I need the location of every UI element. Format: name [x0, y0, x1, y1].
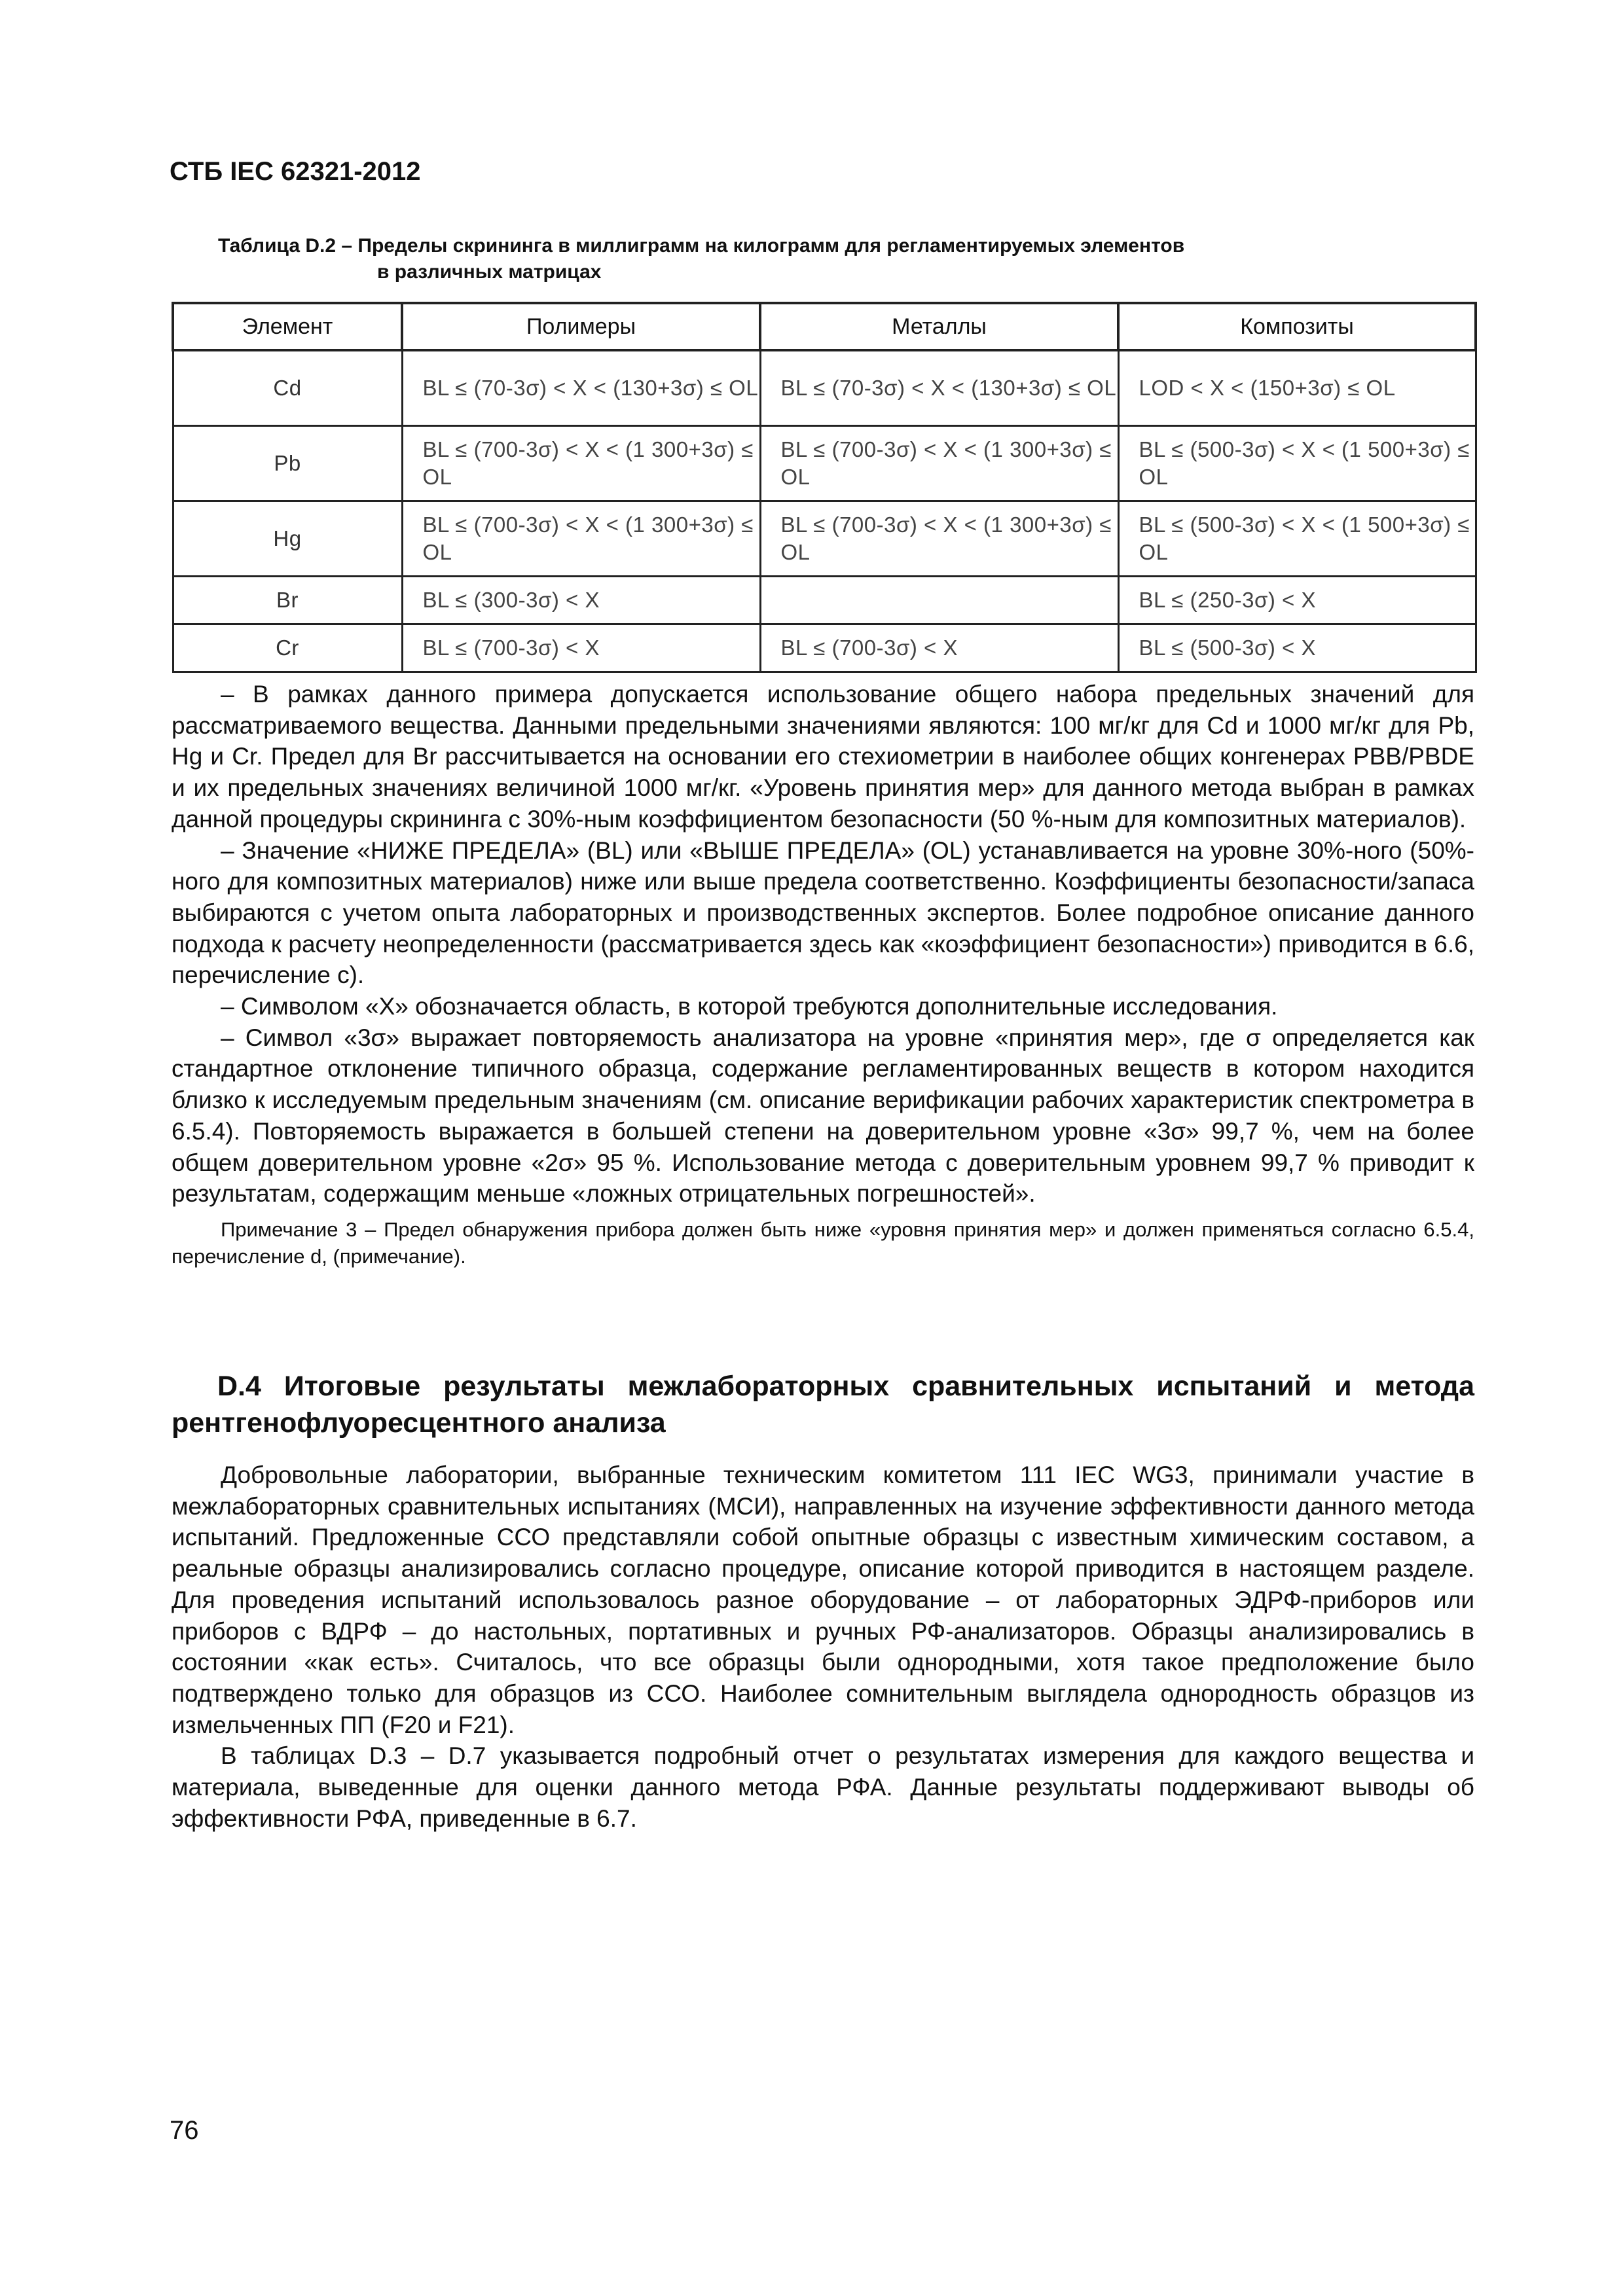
cell-metals: BL ≤ (700-3σ) < X < (1 300+3σ) ≤ OL	[760, 426, 1118, 501]
cell-polymers: BL ≤ (700-3σ) < X < (1 300+3σ) ≤ OL	[402, 426, 760, 501]
section-body	[172, 1460, 1474, 1834]
body-paragraph: Добровольные лаборатории, выбранные техническим комитетом 111 IEC WG3, принимали участие в межлабораторных сравнительных испытаниях (МСИ), направленных на изучение эффективности данного метода испытаний. Предложенные ССО представляли собой опытные образцы с известным химическим составом, а реальные образцы анализировались согласно процедуре, описание которой приводится в настоящем разделе. Для проведения испытаний использовалось разное оборудование – от лабораторных ЭДРФ-приборов или приборов с ВДРФ – до настольных, портативных и ручных РФ-анализаторов. Образцы анализировались в состоянии «как есть». Считалось, что все образцы были однородными, хотя такое предположение было подтверждено только для образцов из ССО. Наиболее сомнительным выглядела однородность образцов из измельченных ПП (F20 и F21).	[172, 1462, 1474, 1738]
cell-metals: BL ≤ (70-3σ) < X < (130+3σ) ≤ OL	[760, 350, 1118, 426]
cell-composites: BL ≤ (250-3σ) < X	[1118, 577, 1476, 624]
column-header-polymers: Полимеры	[402, 303, 760, 350]
table-caption-line1: Таблица D.2 – Пределы скрининга в миллиграмм на килограмм для регламентируемых элементов	[218, 235, 1185, 257]
column-header-metals: Металлы	[760, 303, 1118, 350]
table-row	[173, 624, 1476, 672]
column-header-composites: Композиты	[1118, 303, 1476, 350]
cell-element: Cd	[173, 350, 402, 426]
cell-element: Cr	[173, 624, 402, 672]
screening-limits-table	[172, 302, 1477, 673]
body-paragraph: В таблицах D.3 – D.7 указывается подробный отчет о результатах измерения для каждого вещества и материала, выведенные для оценки данного метода РФА. Данные результаты поддерживают выводы об эффективности РФА, приведенные в 6.7.	[172, 1742, 1474, 1832]
cell-metals: BL ≤ (700-3σ) < X	[760, 624, 1118, 672]
document-header: СТБ IEC 62321-2012	[170, 157, 421, 186]
cell-element: Pb	[173, 426, 402, 501]
page-number: 76	[170, 2116, 199, 2145]
cell-polymers: BL ≤ (700-3σ) < X < (1 300+3σ) ≤ OL	[402, 501, 760, 577]
note-paragraph: – Символом «X» обозначается область, в которой требуются дополнительные исследования.	[221, 993, 1278, 1020]
table-caption-line2: в различных матрицах	[377, 261, 602, 283]
note-paragraph: – Символ «3σ» выражает повторяемость анализатора на уровне «принятия мер», где σ определяется как стандартное отклонение типичного образца, содержание регламентированных веществ в котором находится близко к исследуемым предельным значениям (см. описание верификации рабочих характеристик спектрометра в 6.5.4). Повторяемость выражается в большей степени на доверительном уровне «3σ» 99,7 %, чем на более общем доверительном уровне «2σ» 95 %. Использование метода с доверительным уровнем 99,7 % приводит к результатам, содержащим меньше «ложных отрицательных погрешностей».	[172, 1024, 1474, 1208]
column-header-element: Элемент	[173, 303, 402, 350]
cell-polymers: BL ≤ (700-3σ) < X	[402, 624, 760, 672]
cell-polymers: BL ≤ (300-3σ) < X	[402, 577, 760, 624]
table-caption	[218, 233, 1449, 285]
cell-composites: BL ≤ (500-3σ) < X < (1 500+3σ) ≤ OL	[1118, 426, 1476, 501]
table-header-row	[173, 303, 1476, 350]
note-3: Примечание 3 – Предел обнаружения прибора должен быть ниже «уровня принятия мер» и должен применяться согласно 6.5.4, перечисление d, (примечание).	[172, 1217, 1474, 1268]
section-heading	[172, 1368, 1474, 1441]
table-row	[173, 426, 1476, 501]
cell-polymers: BL ≤ (70-3σ) < X < (130+3σ) ≤ OL	[402, 350, 760, 426]
cell-element: Br	[173, 577, 402, 624]
cell-element: Hg	[173, 501, 402, 577]
cell-metals	[760, 577, 1118, 624]
cell-metals: BL ≤ (700-3σ) < X < (1 300+3σ) ≤ OL	[760, 501, 1118, 577]
cell-composites: BL ≤ (500-3σ) < X < (1 500+3σ) ≤ OL	[1118, 501, 1476, 577]
cell-composites: LOD < X < (150+3σ) ≤ OL	[1118, 350, 1476, 426]
section-heading-text: D.4 Итоговые результаты межлабораторных сравнительных испытаний и метода рентгенофлуоресцентного анализа	[172, 1371, 1474, 1439]
cell-composites: BL ≤ (500-3σ) < X	[1118, 624, 1476, 672]
note-paragraph: – В рамках данного примера допускается использование общего набора предельных значений для рассматриваемого вещества. Данными предельными значениями являются: 100 мг/кг для Cd и 1000 мг/кг для Pb, Hg и Cr. Предел для Br рассчитывается на основании его стехиометрии в наиболее общих конгенерах PBB/PBDE и их предельных значениях величиной 1000 мг/кг. «Уровень принятия мер» для данного метода выбран в рамках данной процедуры скрининга с 30%-ным коэффициентом безопасности (50 %-ным для композитных материалов).	[172, 681, 1474, 833]
note-paragraph: – Значение «НИЖЕ ПРЕДЕЛА» (BL) или «ВЫШЕ ПРЕДЕЛА» (OL) устанавливается на уровне 30%-ного (50%-ного для композитных материалов) ниже или выше предела соответственно. Коэффициенты безопасности/запаса выбираются с учетом опыта лабораторных и производственных экспертов. Более подробное описание данного подхода к расчету неопределенности (рассматривается здесь как «коэффициент безопасности») приводится в 6.6, перечисление c).	[172, 836, 1474, 989]
table-row	[173, 577, 1476, 624]
table-row	[173, 350, 1476, 426]
table-notes	[172, 679, 1474, 1270]
table-row	[173, 501, 1476, 577]
